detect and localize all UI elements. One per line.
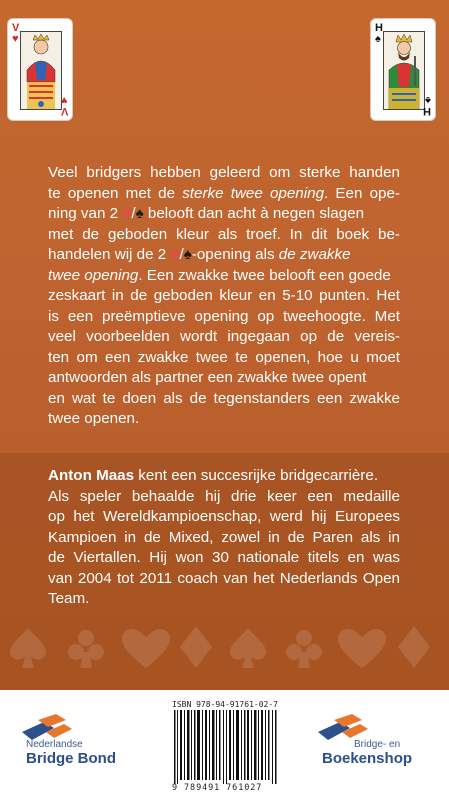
card-rank: V [12, 22, 20, 34]
queen-of-hearts-card [8, 19, 72, 120]
isbn-text: ISBN 978-94-91761-02-7 [172, 700, 278, 709]
text-run: ning van 2 [48, 205, 119, 222]
barcode-digits: 9 789491 761027 [172, 783, 263, 793]
text-run: belooft dan acht à negen slagen [143, 205, 365, 222]
logo-line2: Bridge Bond [26, 750, 116, 767]
card-rank: V [60, 105, 68, 117]
author-name: Anton Maas [48, 467, 135, 484]
logo-line2: Boekenshop [322, 750, 413, 767]
text-run: te openen met de [48, 184, 183, 202]
diamond-decor-icon [398, 626, 430, 668]
suit-pattern-decoration [0, 622, 449, 672]
logo-line1: Nederlandse [26, 739, 83, 750]
spade-decor-icon [230, 628, 266, 668]
spade-suit-icon: ♠ [425, 94, 431, 106]
heart-decor-icon [338, 629, 386, 668]
blurb-line: ten om een zwakke twee te openen, hoe u moet [48, 348, 400, 366]
diamond-decor-icon [180, 626, 212, 668]
heart-suit-icon: ♥ [12, 33, 19, 45]
bio-line: Team. [48, 590, 90, 607]
logo-line1: Bridge- en [354, 739, 401, 750]
blurb-line: handelen wij de 2 ♥/♠-opening als de zwakke [48, 246, 351, 263]
bio-line [48, 466, 400, 487]
bridge-en-boekenshop-logo [312, 712, 442, 772]
club-decor-icon [68, 630, 104, 668]
blurb-line: zeskaart in de geboden kleur en 5-10 punten. Het [48, 287, 400, 304]
bio-line: Kampioen in de Mixed, zowel in de Paren als in [48, 528, 400, 546]
text-run-italic: twee opening [48, 266, 139, 284]
king-of-spades-card [371, 19, 435, 120]
blurb-line [48, 266, 400, 287]
text-run: . Een zwakke twee belooft een goede [138, 266, 391, 284]
blurb-line: is een preëmptieve opening op tweehoogte. Met [48, 307, 400, 325]
text-run-italic: de zwakke [278, 246, 351, 263]
heart-suit-icon: ♥ [170, 246, 180, 263]
king-figure-image [383, 31, 425, 110]
blurb-line: Veel bridgers hebben geleerd om sterke handen [48, 164, 400, 181]
card-rank: H [375, 22, 383, 34]
text-run: kent een succesrijke bridgecarrière. [134, 467, 379, 484]
club-decor-icon [286, 630, 322, 668]
bio-line: op het Wereldkampioenschap, werd hij Europees [48, 508, 400, 525]
blurb-line: en wat te doen als de tegenstanders een zwakke [48, 389, 400, 407]
heart-suit-icon: ♥ [122, 205, 132, 222]
author-bio [48, 466, 400, 610]
bio-line: van 2004 tot 2011 coach van het Nederlands Open [48, 569, 400, 587]
text-run: . Een ope- [324, 184, 400, 202]
spade-suit-icon: ♠ [135, 205, 144, 222]
spade-suit-icon: ♠ [183, 246, 192, 263]
spade-suit-icon: ♠ [375, 33, 381, 45]
card-rank: H [423, 105, 431, 117]
blurb-line: veel voorbeelden wordt ingegaan op de vereis- [48, 328, 400, 345]
text-run: handelen wij de 2 [48, 246, 167, 263]
bio-line: de Viertallen. Hij won 30 nationale titels en was [48, 549, 400, 566]
barcode-image [170, 700, 282, 792]
bio-line: Als speler behaalde hij drie keer een medaille [48, 487, 400, 505]
book-description [48, 163, 400, 430]
text-run: -opening als [191, 246, 279, 263]
queen-figure-image [20, 31, 62, 110]
text-run-italic: sterke twee opening [182, 184, 325, 202]
spade-decor-icon [10, 628, 46, 668]
blurb-line: antwoorden als partner een zwakke twee opent [48, 369, 367, 386]
heart-decor-icon [122, 629, 170, 668]
blurb-line: ning van 2 ♥/♠ belooft dan acht à negen slagen [48, 205, 365, 222]
nederlandse-bridge-bond-logo [14, 712, 154, 772]
blurb-line [48, 184, 400, 205]
blurb-line: twee openen. [48, 410, 140, 427]
blurb-line: met de geboden kleur als troef. In dit boek be- [48, 225, 400, 243]
heart-suit-icon: ♥ [61, 94, 68, 106]
